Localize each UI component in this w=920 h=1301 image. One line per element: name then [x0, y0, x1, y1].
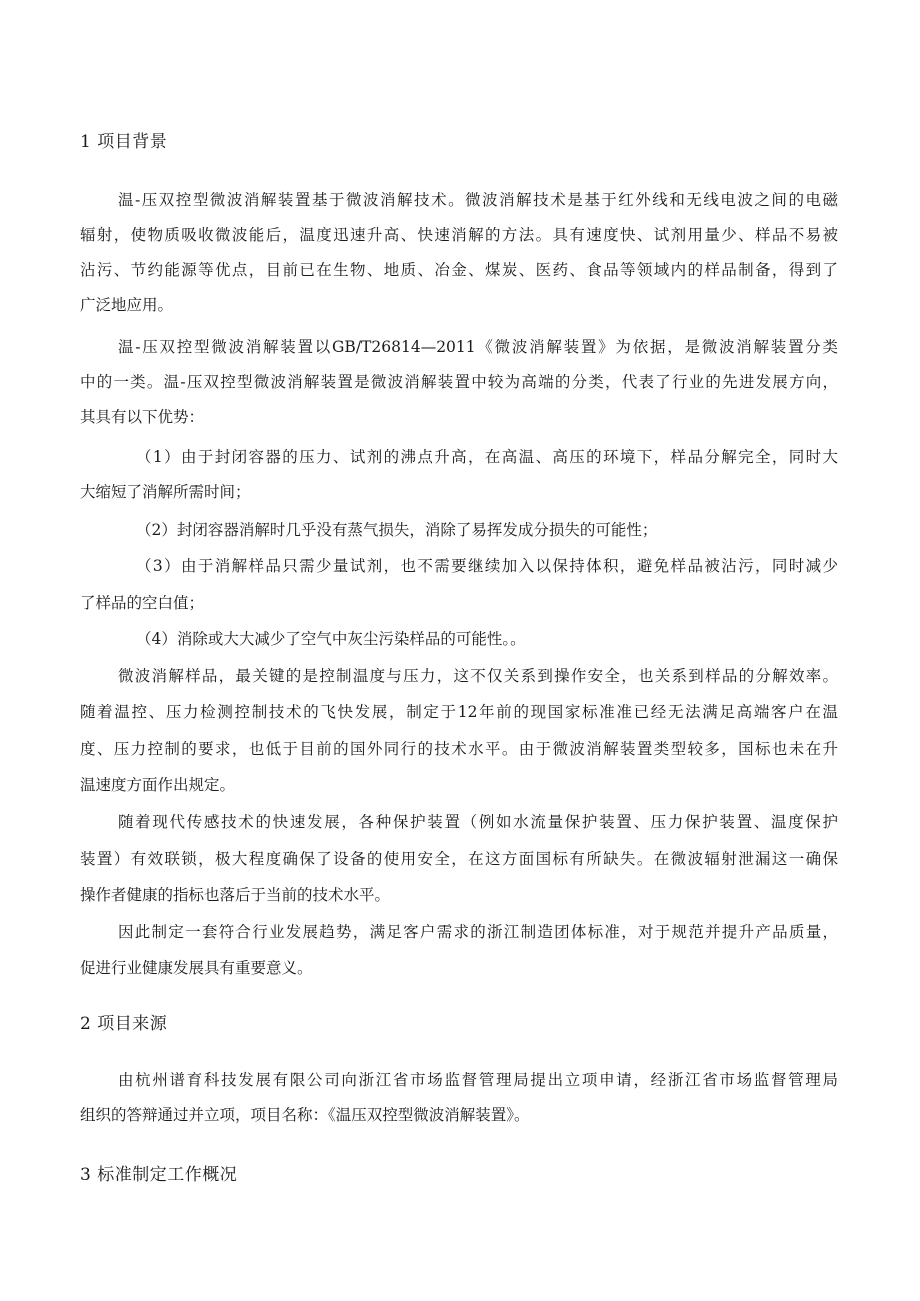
paragraph-line: （4）消除或大大减少了空气中灰尘污染样品的可能性。。: [136, 630, 526, 648]
paragraph-line: 大缩短了消解所需时间；: [80, 483, 251, 501]
paragraph-line: 其具有以下优势：: [80, 408, 205, 426]
paragraph-line: 度、压力控制的要求，也低于目前的国外同行的技术水平。由于微波消解装置类型较多，国标也未在升: [80, 740, 838, 758]
section-heading-source: 2 项目来源: [80, 1014, 168, 1034]
paragraph-line: 随着温控、压力检测控制技术的飞快发展，制定于12年前的现国家标准准已经无法满足高端客户在温: [80, 703, 838, 721]
paragraph-line: 辐射，使物质吸收微波能后，温度迅速升高、快速消解的方法。具有速度快、试剂用量少、样品不易被: [80, 226, 838, 244]
paragraph-line: 组织的答辩通过并立项，项目名称：《温压双控型微波消解装置》。: [80, 1106, 530, 1124]
paragraph-line: 了样品的空白值；: [80, 594, 205, 612]
paragraph-line: 中的一类。温-压双控型微波消解装置是微波消解装置中较为高端的分类，代表了行业的先进发展方向，: [80, 373, 838, 391]
section-heading-work-overview: 3 标准制定工作概况: [80, 1165, 238, 1185]
paragraph-line: 随着现代传感技术的快速发展，各种保护装置（例如水流量保护装置、压力保护装置、温度保护: [118, 813, 838, 831]
paragraph-line: （2）封闭容器消解时几乎没有蒸气损失，消除了易挥发成分损失的可能性；: [136, 521, 658, 539]
paragraph-line: 温速度方面作出规定。: [80, 776, 236, 794]
paragraph-line: 温-压双控型微波消解装置以GB/T26814—2011《微波消解装置》为依据，是微波消解装置分类: [118, 338, 838, 356]
section-heading-background: 1 项目背景: [80, 132, 168, 152]
paragraph-line: 微波消解样品，最关键的是控制温度与压力，这不仅关系到操作安全，也关系到样品的分解效率。: [118, 667, 838, 685]
paragraph-line: 装置）有效联锁，极大程度确保了设备的使用安全，在这方面国标有所缺失。在微波辐射泄漏这一确保: [80, 850, 838, 868]
paragraph-line: （3）由于消解样品只需少量试剂，也不需要继续加入以保持体积，避免样品被沾污，同时减少: [136, 557, 838, 575]
paragraph-line: 操作者健康的指标也落后于当前的技术水平。: [80, 886, 391, 904]
paragraph-line: 沾污、节约能源等优点，目前已在生物、地质、冶金、煤炭、医药、食品等领域内的样品制备，得到了: [80, 261, 838, 279]
paragraph-line: （1）由于封闭容器的压力、试剂的沸点升高，在高温、高压的环境下，样品分解完全，同时大: [136, 448, 838, 466]
paragraph-line: 因此制定一套符合行业发展趋势，满足客户需求的浙江制造团体标准，对于规范并提升产品质量，: [118, 923, 838, 941]
paragraph-line: 促进行业健康发展具有重要意义。: [80, 959, 313, 977]
paragraph-line: 广泛地应用。: [80, 296, 174, 314]
paragraph-line: 温-压双控型微波消解装置基于微波消解技术。微波消解技术是基于红外线和无线电波之间的电磁: [118, 191, 838, 209]
paragraph-line: 由杭州谱育科技发展有限公司向浙江省市场监督管理局提出立项申请，经浙江省市场监督管理局: [118, 1071, 838, 1089]
